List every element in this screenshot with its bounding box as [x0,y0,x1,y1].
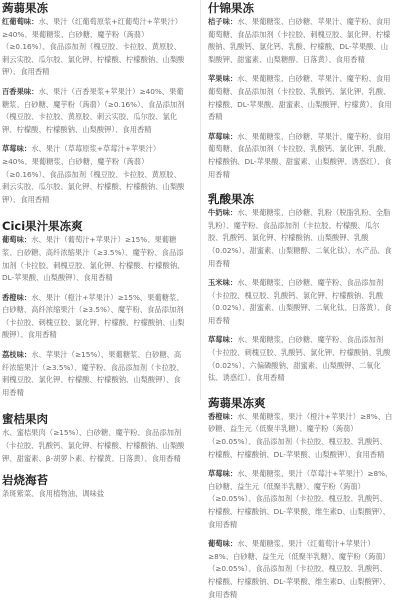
ingredient-item [208,334,394,384]
ingredient-text: 水、果汁（百香果浆+苹果汁）≥40%、果葡糖浆、白砂糖、魔芋粉（蒟蒻）（≥0.16%）、食品添加剂（槐豆胶、卡拉胶、黄原胶、刺云实胶、瓜尔胶、氯化钾、柠檬酸、柠檬酸钠、山梨酸钾）、食用香精 [2,86,185,134]
ingredient-text: 水、果葡糖浆、白砂糖、魔芋粉、食品添加剂（卡拉胶、槐豆胶、乳酸钙、氯化钾、柠檬酸钠、乳酸（0.02%）、甜蜜素、山梨酸钾、二氧化钛、日落黄）、食用香精 [208,278,392,325]
ingredient-item [208,468,394,531]
ingredient-text: 水、果葡糖浆、白砂糖、苹果汁、魔芋粉、食用葡萄糖、食品添加剂（卡拉胶、乳酸钙、氯化钾、乳酸、柠檬酸、DL-苹果酸、甜蜜素、山梨酸钾、柠檬黄）、食用香精 [208,74,392,122]
ingredient-item [208,277,394,327]
ingredient-item [208,73,394,123]
right-column [208,0,394,599]
ingredient-item [2,234,188,284]
ingredient-item [2,349,188,399]
section-title: 乳酸果冻 [208,192,254,207]
flavor-label: 荔枝味： [2,350,32,360]
ingredient-text: 水、苹果汁（≥15%）、果葡糖浆、白砂糖、高纤浓缩果汁（≥3.5%）、魔芋粉、食品添加剂（卡拉胶、刺槐豆胶、氯化钾、柠檬酸、柠檬酸钠、山梨酸钾）、食用香精 [2,350,184,397]
flavor-label: 红葡萄味： [2,17,39,26]
flavor-label: 百香果味： [2,86,39,96]
section-title: Cici果汁果冻爽 [2,219,83,234]
ingredient-text: 水、蜜桔果肉（≥15%）、白砂糖、魔芋粉、食品添加剂（卡拉胶、乳酸钙、氯化钾、柠檬酸、柠檬酸钠、山梨酸钾、甜蜜素、β-胡萝卜素、柠檬黄、日落黄）、食用香精 [2,428,185,463]
section-title: 蒟蒻果冻爽 [208,395,266,410]
ingredient-item [208,207,394,270]
flavor-label: 香橙味： [208,411,238,421]
ingredient-item [2,427,188,465]
column-divider [200,0,201,400]
flavor-label: 草莓味： [2,144,32,154]
ingredient-item [2,488,188,501]
ingredient-text: 水、果汁（葡萄汁+苹果汁）≥15%、果葡糖浆、白砂糖、高纤浓缩果汁（≥3.5%）、魔芋粉、食品添加剂（卡拉胶、刺槐豆胶、氯化钾、柠檬酸、柠檬酸钠、DL-苹果酸、山梨酸钾）、食用香精 [2,235,185,283]
ingredient-text: 水、果葡糖浆、果汁（橙汁+苹果汁）≥8%、白砂糖、益生元（低聚半乳糖）、魔芋粉（蒟蒻）（≥0.05%）、食品添加剂（卡拉胶、槐豆胶、乳酸钙、柠檬酸、柠檬酸钠、DL-苹果酸、山梨酸钾）、食用香精 [208,411,393,459]
flavor-label: 香橙味： [2,292,32,302]
flavor-label: 玉米味： [208,278,238,288]
left-column [2,0,188,499]
ingredient-text: 水、果汁（橙汁+苹果汁）≥15%、果葡糖浆、白砂糖、高纤浓缩果汁（≥3.5%）、魔芋粉、食品添加剂（卡拉胶、刺槐豆胶、氯化钾、柠檬酸、柠檬酸钠、山梨酸钾）、食用香精 [2,292,185,340]
ingredient-text: 水、果葡糖浆、白砂糖、苹果汁、魔芋粉、食用葡萄糖、食品添加剂（卡拉胶、刺槐豆胶、氯化钾、柠檬酸钠、乳酸钙、氯化钙、乳酸、柠檬酸、DL-苹果酸、山梨酸钾、甜蜜素、山梨糖醇、日落黄）、食用香精 [208,17,391,64]
ingredient-item [2,143,188,206]
section-title: 蜜桔果肉 [2,412,48,427]
ingredient-text: 水、果葡糖浆、果汁（草莓汁+苹果汁）≥8%、白砂糖、益生元（低聚半乳糖）、魔芋粉（蒟蒻）（≥0.05%）、食品添加剂（卡拉胶、槐豆胶、乳酸钙、柠檬酸、柠檬酸钠、DL-苹果酸、维生素D、山梨酸钾）、食用香精 [208,469,393,529]
flavor-label: 桔子味： [208,17,238,26]
flavor-label: 牛奶味： [208,208,238,218]
flavor-label: 草莓味： [208,131,238,141]
flavor-label: 草莓味： [208,335,238,345]
ingredient-item [2,86,188,136]
ingredient-item [208,538,394,601]
ingredient-text: 水、果葡糖浆、白砂糖、乳粉（脱脂乳粉、全脂乳粉）、魔芋粉、食品添加剂（卡拉胶、柠檬酸、瓜尔胶、乳酸钙、氯化钾、柠檬酸钠、山梨酸钾、乳酸（0.02%）、甜蜜素、山梨糖醇、二氧化钛）、水产品、食用香精 [208,208,392,268]
section-title: 什锦果冻 [208,1,254,15]
flavor-label: 草莓味： [208,469,238,479]
ingredient-text: 水、果葡糖浆、果汁（红葡萄汁+苹果汁）≥8%、白砂糖、益生元（低聚半乳糖）、魔芋粉（蒟蒻）（≥0.05%）、食品添加剂（卡拉胶、槐豆胶、乳酸钙、柠檬酸、柠檬酸钠、DL-苹果酸、维生素D、山梨酸钾）、食用香精 [208,539,390,599]
ingredient-item [208,16,394,66]
ingredient-text: 条斑紫菜、食用植物油、调味盐 [2,489,105,499]
section-title: 岩烧海苔 [2,473,48,488]
ingredient-item [208,411,394,461]
flavor-label: 苹果味： [208,74,238,84]
ingredient-item [2,16,188,79]
ingredient-text: 水、果汁（红葡萄原浆+红葡萄汁+苹果汁）≥40%、果葡糖浆、白砂糖、魔芋粉（蒟蒻）（≥0.16%）、食品添加剂（槐豆胶、卡拉胶、黄原胶、刺云实胶、瓜尔胶、氯化钾、柠檬酸、柠檬酸钠、山梨酸钾）、食用香精 [2,17,185,77]
flavor-label: 葡萄味： [208,539,238,549]
ingredient-item [208,131,394,181]
ingredient-text: 水、果汁（草莓原浆+草莓汁+苹果汁）≥40%、果葡糖浆、白砂糖、魔芋粉（蒟蒻）（≥0.16%）、食品添加剂（槐豆胶、卡拉胶、黄原胶、刺云实胶、瓜尔胶、氯化钾、柠檬酸、柠檬酸钠、山梨酸钾）、食用香精 [2,144,185,204]
section-title: 蒟蒻果冻 [2,1,48,15]
flavor-label: 葡萄味： [2,235,32,245]
ingredient-item [2,292,188,342]
ingredient-text: 水、果葡糖浆、白砂糖、苹果汁、魔芋粉、食用葡萄糖、食品添加剂（卡拉胶、乳酸钙、氯化钾、乳酸、柠檬酸钠、DL-苹果酸、甜蜜素、山梨酸钾、诱惑红）、食用香精 [208,131,392,179]
ingredient-text: 水、果葡糖浆、白砂糖、魔芋粉、食品添加剂（卡拉胶、刺槐豆胶、乳酸钙、氯化钾、柠檬酸钠、乳酸（0.02%）、六偏磷酸钠、甜蜜素、山梨酸钾、二氧化钛、诱惑红）、食用香精 [208,335,391,383]
